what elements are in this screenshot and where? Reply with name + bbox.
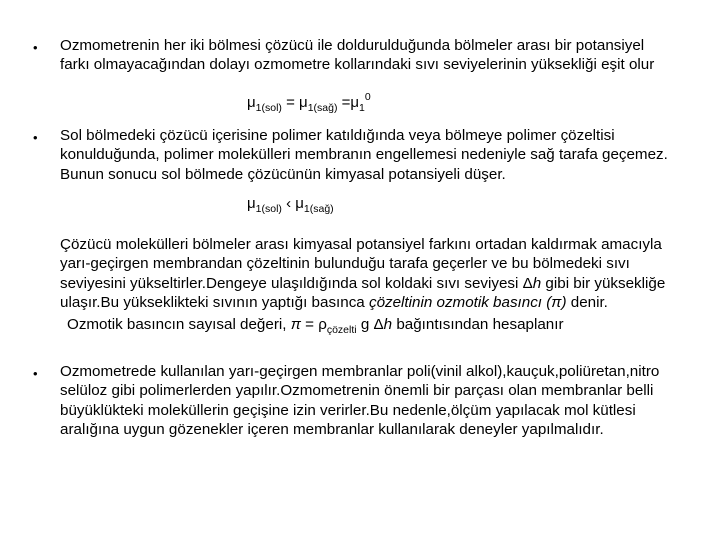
paragraph-2 — [60, 126, 720, 184]
text-line: Sol bölmedeki çözücü içerisine polimer katıldığında veya bölmeye polimer çözeltisi — [60, 127, 615, 144]
bullet-icon: • — [33, 130, 38, 145]
formula-inequality: $\mu_{1(sol)}$ ‹ $\mu_{1(sağ)}$ — [247, 195, 334, 215]
text-line: Bunun sonucu sol bölmede çözücünün kimyasal potansiyeli düşer. — [60, 165, 506, 183]
text-line: Ozmometrenin her iki bölmesi çözücü ile doldurulduğunda bölmeler arası bir potansiyel — [60, 37, 645, 54]
text-line: ulaşır.Bu yükseklikteki sıvının yaptığı basınca çözeltinin ozmotik basıncı (π) denir. — [60, 293, 608, 311]
text-line: yarı-geçirgen membrandan çözeltinin bulunduğu tarafa geçerler ve bu bölmedeki sıvı — [60, 255, 630, 273]
paragraph-4 — [60, 362, 720, 439]
bullet-icon: • — [33, 40, 38, 55]
text-line: büyüklükteki moleküllerin geçişine izin verirler.Bu nedenle,ölçüm yapılacak mol kütlesi — [60, 401, 636, 419]
italic-term: çözeltinin ozmotik basıncı (π) — [368, 293, 567, 311]
paragraph-1 — [60, 36, 720, 75]
text-line: farkı olmayacağından dolayı ozmometre kollarındaki sıvı seviyelerinin yüksekliği eşit olur — [60, 56, 655, 74]
text-line: selüloz gibi polimerlerden yapılır.Ozmometrenin önemli bir parçası olan membranlar belli — [60, 382, 654, 400]
text-line: aralığına uygun gözenekler içeren membranlar kullanılarak deneyler yapılmalıdır. — [60, 420, 604, 438]
text-line: konulduğunda, polimer molekülleri membranın engellemesi nedeniyle sağ tarafa geçemez. — [60, 146, 668, 164]
text-line: Çözücü molekülleri bölmeler arası kimyasal potansiyel farkını ortadan kaldırmak amacıyla — [60, 236, 662, 253]
text-line-formula: Ozmotik basıncın sayısal değeri, $\pi = \rho_{çözelti}$ g Δh bağıntısından hesaplanır — [67, 316, 564, 337]
paragraph-3 — [60, 235, 720, 337]
bullet-icon: • — [33, 366, 38, 381]
text-line: Ozmometrede kullanılan yarı-geçirgen membranlar poli(vinil alkol),kauçuk,poliüretan,nitro — [60, 363, 660, 380]
text-line: seviyesini yükseltirler.Dengeye ulaşıldığında sol koldaki sıvı seviyesi Δh gibi bir yüksekliğe — [60, 274, 666, 292]
formula-equilibrium: $\mu_{1(sol)} = \mu_{1(sağ)} =\mu_1^0$ — [247, 91, 371, 114]
